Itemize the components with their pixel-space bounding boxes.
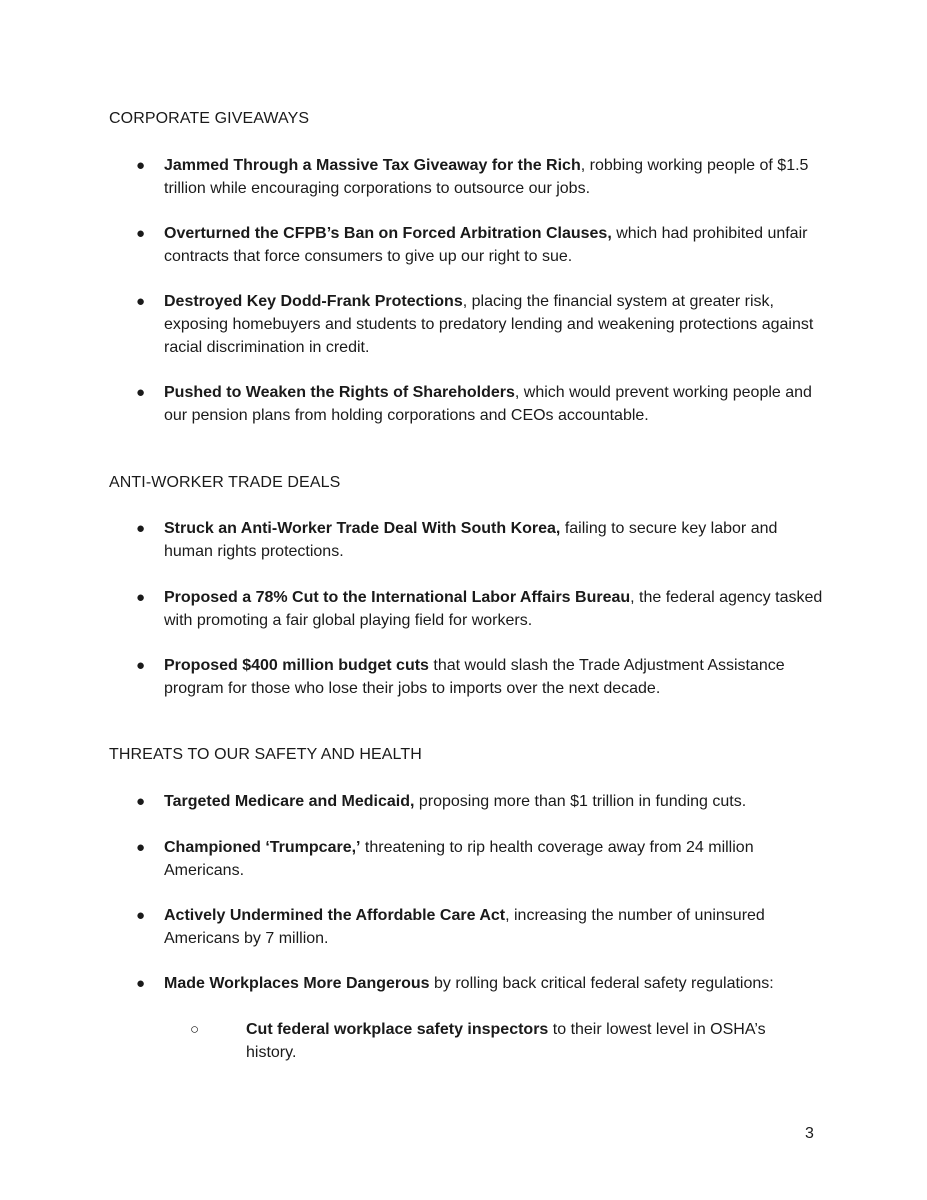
bullet-icon: ● bbox=[136, 293, 146, 310]
item-bold-lead: Destroyed Key Dodd-Frank Protections bbox=[164, 293, 463, 310]
page-number: 3 bbox=[805, 1125, 814, 1142]
item-bold-lead: Actively Undermined the Affordable Care Act bbox=[164, 907, 506, 924]
item-bold-lead: Overturned the CFPB’s Ban on Forced Arbitration Clauses, bbox=[164, 225, 612, 242]
item-text: , placing the financial system at greater risk, exposing homebuyers and students to predatory lending and weakening protections against racial discrimination in credit. bbox=[164, 293, 814, 356]
item-bold-lead: Made Workplaces More Dangerous bbox=[164, 975, 430, 992]
bullet-icon: ● bbox=[136, 157, 146, 174]
list-item bbox=[136, 654, 824, 700]
item-bold-lead: Struck an Anti-Worker Trade Deal With South Korea, bbox=[164, 520, 561, 537]
item-text: , the federal agency tasked with promoting a fair global playing field for workers. bbox=[164, 589, 823, 629]
bullet-icon: ● bbox=[136, 225, 146, 242]
item-text: that would slash the Trade Adjustment Assistance program for those who lose their jobs to imports over the next decade. bbox=[164, 657, 785, 697]
item-bold-lead: Jammed Through a Massive Tax Giveaway for the Rich bbox=[164, 157, 581, 174]
sub-list-item bbox=[190, 1018, 806, 1064]
item-text: proposing more than $1 trillion in funding cuts. bbox=[414, 793, 747, 810]
section-heading-threats-to-safety-and-health: THREATS TO OUR SAFETY AND HEALTH bbox=[109, 746, 422, 763]
list-item bbox=[136, 586, 824, 632]
section-heading-anti-worker-trade-deals: ANTI-WORKER TRADE DEALS bbox=[109, 474, 341, 491]
bullet-icon: ● bbox=[136, 657, 146, 674]
bullet-icon: ● bbox=[136, 589, 146, 606]
list-item bbox=[136, 222, 824, 268]
sub-item-text: to their lowest level in OSHA’s history. bbox=[246, 1021, 766, 1061]
bullet-icon: ● bbox=[136, 384, 146, 401]
list-item bbox=[136, 290, 824, 359]
list-item bbox=[136, 154, 824, 200]
bullet-icon: ● bbox=[136, 975, 146, 992]
bullet-icon: ● bbox=[136, 839, 146, 856]
bullet-icon: ● bbox=[136, 793, 146, 810]
item-bold-lead: Proposed a 78% Cut to the International Labor Affairs Bureau bbox=[164, 589, 631, 606]
item-bold-lead: Pushed to Weaken the Rights of Shareholders bbox=[164, 384, 515, 401]
item-text: , increasing the number of uninsured Americans by 7 million. bbox=[164, 907, 765, 947]
item-text: , which would prevent working people and our pension plans from holding corporations and CEOs accountable. bbox=[164, 384, 812, 424]
section-heading-corporate-giveaways: CORPORATE GIVEAWAYS bbox=[109, 110, 310, 127]
item-text: failing to secure key labor and human rights protections. bbox=[164, 520, 778, 560]
list-item bbox=[136, 972, 824, 995]
list-item bbox=[136, 904, 824, 950]
bullet-icon: ● bbox=[136, 520, 146, 537]
item-bold-lead: Targeted Medicare and Medicaid, bbox=[164, 793, 415, 810]
item-bold-lead: Championed ‘Trumpcare,’ bbox=[164, 839, 361, 856]
item-text: threatening to rip health coverage away from 24 million Americans. bbox=[164, 839, 754, 879]
list-item bbox=[136, 517, 824, 563]
item-text: which had prohibited unfair contracts that force consumers to give up our right to sue. bbox=[164, 225, 808, 265]
hollow-bullet-icon: ○ bbox=[190, 1021, 200, 1038]
list-item bbox=[136, 790, 824, 813]
bullet-icon: ● bbox=[136, 907, 146, 924]
sub-item-bold-lead: Cut federal workplace safety inspectors bbox=[246, 1021, 549, 1038]
list-item bbox=[136, 836, 824, 882]
item-bold-lead: Proposed $400 million budget cuts bbox=[164, 657, 429, 674]
item-text: by rolling back critical federal safety regulations: bbox=[429, 975, 774, 992]
item-text: , robbing working people of $1.5 trillion while encouraging corporations to outsource our jobs. bbox=[164, 157, 809, 197]
list-item bbox=[136, 381, 824, 427]
